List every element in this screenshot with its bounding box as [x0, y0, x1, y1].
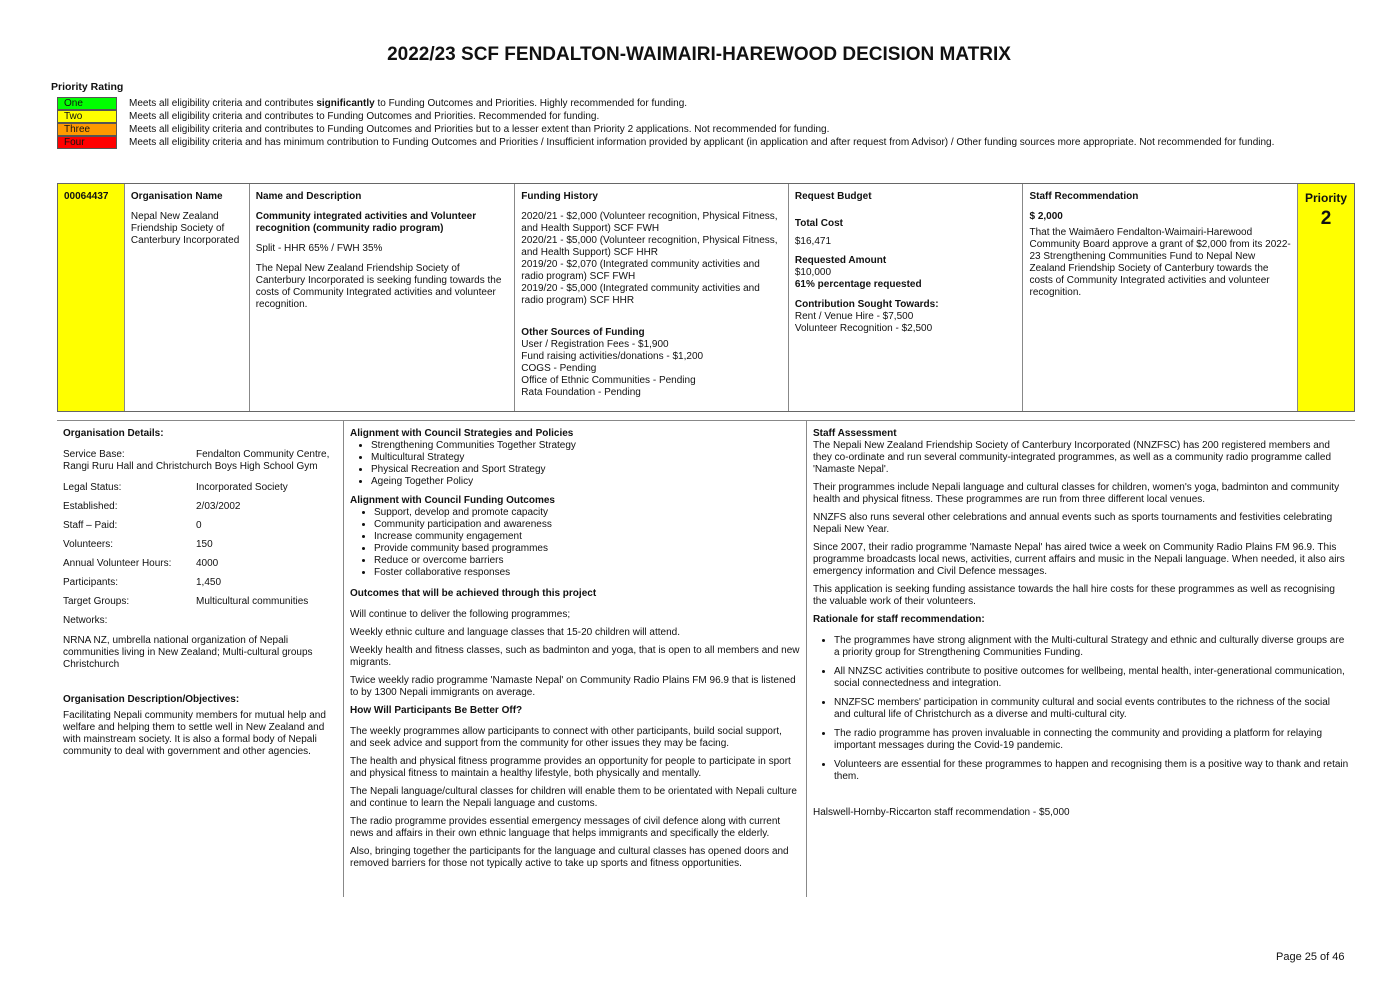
other-source-item: Office of Ethnic Communities - Pending	[521, 375, 696, 386]
service-base-continuation: Rangi Ruru Hall and Christchurch Boys High School Gym	[63, 461, 318, 472]
request-budget-header: Request Budget	[794, 191, 872, 202]
name-description-column	[250, 184, 516, 411]
decision-matrix-row	[57, 183, 1355, 412]
assessment-paragraph: Since 2007, their radio programme 'Namaste Nepal' has aired twice a week on Community Radio Plains FM 96.9. This programme broadcasts local news, activities, current affairs and music in the Nepali language. When needed, it also airs emergency information and Civil Defence messages.	[813, 542, 1345, 577]
priority-label: Priority	[1305, 191, 1348, 205]
legend-swatch-three: Three	[57, 123, 117, 136]
funding-history-column	[515, 184, 789, 411]
project-description: The Nepal New Zealand Friendship Society of Canterbury Incorporated is seeking funding towards the costs of Community Integrated activities and volunteer recognition.	[255, 263, 502, 310]
priority-value: 2	[1320, 208, 1332, 229]
other-source-item: COGS - Pending	[521, 363, 597, 374]
legend-swatch-two: Two	[57, 110, 117, 123]
funding-history-item: 2020/21 - $5,000 (Volunteer recognition, Physical Fitness, and Health Support) SCF HHR	[521, 235, 778, 258]
list-item: • All NNZSC activities contribute to positive outcomes for wellbeing, mental health, inter-generational communication, social connectedness and integration.	[834, 666, 1349, 690]
total-cost-value: $16,471	[794, 236, 832, 247]
strategies-header: Alignment with Council Strategies and Policies	[350, 428, 574, 439]
funding-history-header: Funding History	[521, 191, 598, 202]
requested-amount-value: $10,000	[794, 267, 832, 278]
list-item: • The radio programme has proven invaluable in connecting the community and providing a platform for relaying important messages during the Covid-19 pandemic.	[834, 728, 1349, 752]
list-item: • The programmes have strong alignment with the Multi-cultural Strategy and ethnic and culturally diverse groups are a priority group for Strengthening Communities Funding.	[834, 635, 1349, 659]
volunteer-hours-row: Annual Volunteer Hours: 4000	[63, 558, 219, 569]
page-title: 2022/23 SCF FENDALTON-WAIMAIRI-HAREWOOD DECISION MATRIX	[387, 44, 1011, 65]
percentage-requested: 61% percentage requested	[794, 279, 922, 290]
outcome-paragraph: Will continue to deliver the following programmes;	[350, 609, 571, 620]
alignment-outcomes-column	[343, 421, 807, 897]
outcome-paragraph: Twice weekly radio programme 'Namaste Nepal' on Community Radio Plains FM 96.9 that is listened to by 1300 Nepali immigrants on average.	[350, 675, 796, 698]
organisation-name-column	[125, 184, 250, 411]
application-reference: 00064437	[58, 184, 125, 411]
staff-assessment-header: Staff Assessment	[813, 428, 897, 439]
contribution-sought-label: Contribution Sought Towards:	[794, 299, 939, 310]
funding-outcomes-header: Alignment with Council Funding Outcomes	[350, 495, 555, 506]
rationale-list	[813, 635, 1349, 783]
better-off-header: How Will Participants Be Better Off?	[350, 705, 523, 716]
established-row: Established: 2/03/2002	[63, 501, 241, 512]
service-base-value: Fendalton Community Centre,	[196, 449, 330, 460]
networks-text: NRNA NZ, umbrella national organization of Nepali communities living in New Zealand; Multi-cultural groups Christchurch	[63, 635, 313, 670]
organisation-description-text: Facilitating Nepali community members for mutual help and welfare and helping them to settle well in New Zealand and with mainstream society. It is also a formal body of Nepali community to deal with government and other agencies.	[63, 710, 326, 757]
list-item: • Provide community based programmes	[374, 543, 800, 555]
other-source-item: User / Registration Fees - $1,900	[521, 339, 669, 350]
priority-legend	[57, 97, 1317, 149]
funding-outcomes-list	[350, 507, 800, 579]
organisation-details-header: Organisation Details:	[63, 428, 164, 439]
list-item: • Strengthening Communities Together Strategy	[371, 440, 800, 452]
organisation-details-column	[57, 421, 343, 897]
other-source-item: Rata Foundation - Pending	[521, 387, 641, 398]
other-board-recommendation: Halswell-Hornby-Riccarton staff recommendation - $5,000	[813, 807, 1070, 818]
outcome-paragraph: Weekly health and fitness classes, such as badminton and yoga, that is open to all members and new migrants.	[350, 645, 800, 668]
staff-recommendation-column	[1023, 184, 1298, 411]
participants-row: Participants: 1,450	[63, 577, 222, 588]
legend-swatch-four: Four	[57, 136, 117, 149]
legend-swatch-one: One	[57, 97, 117, 110]
list-item: • Support, develop and promote capacity	[374, 507, 800, 519]
details-section	[57, 421, 1355, 897]
contribution-item: Volunteer Recognition - $2,500	[794, 323, 933, 334]
staff-assessment-column	[807, 421, 1355, 897]
strategies-list	[350, 440, 800, 488]
legend-text-four: Meets all eligibility criteria and has minimum contribution to Funding Outcomes and Priorities / Insufficient information provided by applicant (in application and after request from Advisor) / Other funding sources more appropriate. Not recommended for funding.	[129, 137, 1275, 148]
list-item: • Reduce or overcome barriers	[374, 555, 800, 567]
legend-row-one	[57, 97, 1317, 110]
legend-row-four	[57, 136, 1317, 149]
staff-paid-row: Staff – Paid: 0	[63, 520, 202, 531]
name-description-header: Name and Description	[255, 191, 362, 202]
service-base-label: Service Base:	[63, 449, 125, 460]
list-item: • Physical Recreation and Sport Strategy	[371, 464, 800, 476]
legend-text-one: Meets all eligibility criteria and contributes significantly to Funding Outcomes and Priorities. Highly recommended for funding.	[129, 98, 688, 109]
requested-amount-label: Requested Amount	[794, 255, 887, 266]
page-number: Page 25 of 46	[1276, 951, 1345, 963]
project-title: Community integrated activities and Volunteer recognition (community radio program)	[255, 211, 477, 234]
funding-split: Split - HHR 65% / FWH 35%	[255, 243, 383, 254]
list-item: • Volunteers are essential for these programmes to happen and recognising them is a positive way to thank and retain them.	[834, 759, 1349, 783]
list-item: • Community participation and awareness	[374, 519, 800, 531]
funding-history-item: 2019/20 - $5,000 (Integrated community activities and radio program) SCF HHR	[521, 283, 760, 306]
better-off-paragraph: The weekly programmes allow participants to connect with other participants, build social support, and seek advice and support from the community for other issues they may be facing.	[350, 726, 782, 749]
networks-label: Networks:	[63, 615, 108, 626]
legend-text-three: Meets all eligibility criteria and contributes to Funding Outcomes and Priorities but to a lesser extent than Priority 2 applications. Not recommended for funding.	[129, 124, 830, 135]
organisation-description-header: Organisation Description/Objectives:	[63, 694, 240, 705]
legend-row-three	[57, 123, 1317, 136]
funding-history-item: 2019/20 - $2,070 (Integrated community activities and radio program) SCF FWH	[521, 259, 760, 282]
assessment-paragraph: Their programmes include Nepali language and cultural classes for children, women's yoga, badminton and community health and physical fitness. These programmes are run from three different local venues.	[813, 482, 1340, 505]
assessment-paragraph: The Nepali New Zealand Friendship Society of Canterbury Incorporated (NNZFSC) has 200 registered members and they co-ordinate and run several community-integrated programmes, as well as a community radio programme called 'Namaste Nepal'.	[813, 440, 1332, 475]
list-item: • Foster collaborative responses	[374, 567, 800, 579]
priority-column	[1298, 184, 1354, 411]
recommendation-text: That the Waimāero Fendalton-Waimairi-Harewood Community Board approve a grant of $2,000 from its 2022-23 Strengthening Communities Fund to Nepal New Zealand Friendship Society of Canterbury towards the costs of Community Integrated activities and volunteer recognition.	[1029, 227, 1291, 298]
priority-rating-label: Priority Rating	[51, 81, 124, 93]
better-off-paragraph: The radio programme provides essential emergency messages of civil defence along with current news and affairs in their own ethnic language that helps immigrants and specifically the elderly.	[350, 816, 781, 839]
better-off-paragraph: Also, bringing together the participants for the language and cultural classes has opened doors and removed barriers for those not typically active to take up sports and fitness opportunities.	[350, 846, 789, 869]
legal-status-row: Legal Status: Incorporated Society	[63, 482, 288, 493]
better-off-paragraph: The health and physical fitness programme provides an opportunity for people to participate in sport and physical fitness to maintain a healthy lifestyle, both physically and mentally.	[350, 756, 791, 779]
list-item: • NNZFSC members' participation in community cultural and social events contributes to the richness of the social and cultural life of Christchurch as a diverse and multi-cultural city.	[834, 697, 1349, 721]
assessment-paragraph: NNZFS also runs several other celebrations and annual events such as sports tournaments and festivities celebrating Nepali New Year.	[813, 512, 1333, 535]
organisation-name: Nepal New Zealand Friendship Society of Canterbury Incorporated	[130, 211, 240, 246]
assessment-paragraph: This application is seeking funding assistance towards the hall hire costs for these programmes as well as recognising the valuable work of their volunteers.	[813, 584, 1335, 607]
list-item: • Increase community engagement	[374, 531, 800, 543]
target-groups-row: Target Groups: Multicultural communities	[63, 596, 309, 607]
contribution-item: Rent / Venue Hire - $7,500	[794, 311, 914, 322]
funding-history-item: 2020/21 - $2,000 (Volunteer recognition, Physical Fitness, and Health Support) SCF FWH	[521, 211, 778, 234]
list-item: • Multicultural Strategy	[371, 452, 800, 464]
service-base	[63, 449, 337, 473]
staff-recommendation-header: Staff Recommendation	[1029, 191, 1139, 202]
recommended-amount: $ 2,000	[1029, 211, 1063, 222]
legend-text-two: Meets all eligibility criteria and contributes to Funding Outcomes and Priorities. Recommended for funding.	[129, 111, 600, 122]
rationale-header: Rationale for staff recommendation:	[813, 614, 985, 625]
other-sources-header: Other Sources of Funding	[521, 327, 645, 338]
request-budget-column	[789, 184, 1024, 411]
volunteers-row: Volunteers: 150	[63, 539, 213, 550]
funding-history-list	[521, 211, 782, 307]
outcomes-achieved-header: Outcomes that will be achieved through this project	[350, 588, 597, 599]
total-cost-label: Total Cost	[794, 218, 844, 229]
outcome-paragraph: Weekly ethnic culture and language classes that 15-20 children will attend.	[350, 627, 681, 638]
legend-row-two	[57, 110, 1317, 123]
better-off-paragraph: The Nepali language/cultural classes for children will enable them to be orientated with Nepali culture and continue to learn the Nepali language and customs.	[350, 786, 797, 809]
organisation-name-header: Organisation Name	[130, 191, 223, 202]
list-item: • Ageing Together Policy	[371, 476, 800, 488]
other-source-item: Fund raising activities/donations - $1,200	[521, 351, 704, 362]
